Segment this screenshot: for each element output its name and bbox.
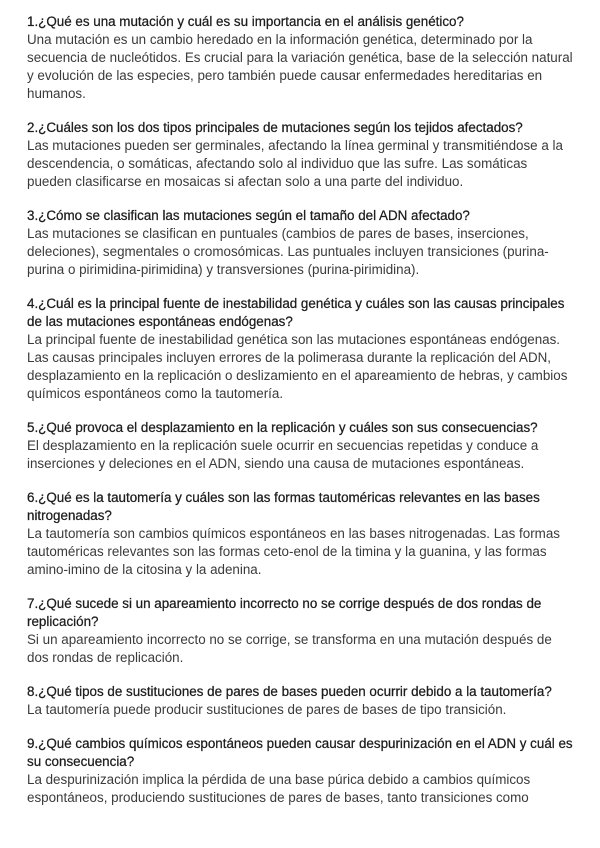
question-heading: 6.¿Qué es la tautomería y cuáles son las formas tautoméricas relevantes en las bases nitrogenadas? bbox=[27, 490, 540, 523]
document-page bbox=[27, 13, 573, 823]
question-heading: 4.¿Cuál es la principal fuente de inestabilidad genética y cuáles son las causas principales de las mutaciones espontáneas endógenas? bbox=[27, 296, 565, 329]
answer-text: Las mutaciones se clasifican en puntuales (cambios de pares de bases, inserciones, deleciones), segmentales o cromosómicas. Las puntuales incluyen transiciones (purina-purina o pirimidina-pirimidina) y transversiones (purina-pirimidina). bbox=[27, 226, 549, 277]
qa-item-3 bbox=[27, 207, 573, 279]
answer-text: La principal fuente de inestabilidad genética son las mutaciones espontáneas endógenas. Las causas principales incluyen errores de la polimerasa durante la replicación del ADN, desplazamiento en la replicación o deslizamiento en el apareamiento de hebras, y cambios químicos espontáneos como la tautomería. bbox=[27, 332, 568, 401]
qa-item-2 bbox=[27, 119, 573, 191]
answer-text: La despurinización implica la pérdida de una base púrica debido a cambios químicos espontáneos, produciendo sustituciones de pares de bases, tanto transiciones como bbox=[27, 772, 531, 805]
answer-text: La tautomería son cambios químicos espontáneos en las bases nitrogenadas. Las formas tautoméricas relevantes son las formas ceto-enol de la timina y la guanina, y las formas amino-imino de la citosina y la adenina. bbox=[27, 526, 560, 577]
qa-item-4 bbox=[27, 295, 573, 403]
question-heading: 1.¿Qué es una mutación y cuál es su importancia en el análisis genético? bbox=[27, 14, 464, 29]
question-heading: 8.¿Qué tipos de sustituciones de pares de bases pueden ocurrir debido a la tautomería? bbox=[27, 684, 552, 699]
qa-item-6 bbox=[27, 489, 573, 579]
question-heading: 3.¿Cómo se clasifican las mutaciones según el tamaño del ADN afectado? bbox=[27, 208, 470, 223]
qa-item-1 bbox=[27, 13, 573, 103]
answer-text: Las mutaciones pueden ser germinales, afectando la línea germinal y transmitiéndose a la descendencia, o somáticas, afectando solo al individuo que las sufre. Las somáticas pueden clasificarse en mosaicas si afectan solo a una parte del individuo. bbox=[27, 138, 563, 189]
question-heading: 7.¿Qué sucede si un apareamiento incorrecto no se corrige después de dos rondas de replicación? bbox=[27, 596, 542, 629]
qa-item-7 bbox=[27, 595, 573, 667]
answer-text: La tautomería puede producir sustituciones de pares de bases de tipo transición. bbox=[27, 702, 507, 717]
question-heading: 5.¿Qué provoca el desplazamiento en la replicación y cuáles son sus consecuencias? bbox=[27, 420, 538, 435]
answer-text: El desplazamiento en la replicación suele ocurrir en secuencias repetidas y conduce a inserciones y deleciones en el ADN, siendo una causa de mutaciones espontáneas. bbox=[27, 438, 539, 471]
qa-item-9 bbox=[27, 735, 573, 807]
answer-text: Una mutación es un cambio heredado en la información genética, determinado por la secuencia de nucleótidos. Es crucial para la variación genética, base de la selección natural y evolución de las especies, pero también puede causar enfermedades hereditarias en humanos. bbox=[27, 32, 573, 101]
question-heading: 2.¿Cuáles son los dos tipos principales de mutaciones según los tejidos afectados? bbox=[27, 120, 523, 135]
qa-item-8 bbox=[27, 683, 573, 719]
answer-text: Si un apareamiento incorrecto no se corrige, se transforma en una mutación después de dos rondas de replicación. bbox=[27, 632, 552, 665]
question-heading: 9.¿Qué cambios químicos espontáneos pueden causar despurinización en el ADN y cuál es su consecuencia? bbox=[27, 736, 573, 769]
qa-item-5 bbox=[27, 419, 573, 473]
